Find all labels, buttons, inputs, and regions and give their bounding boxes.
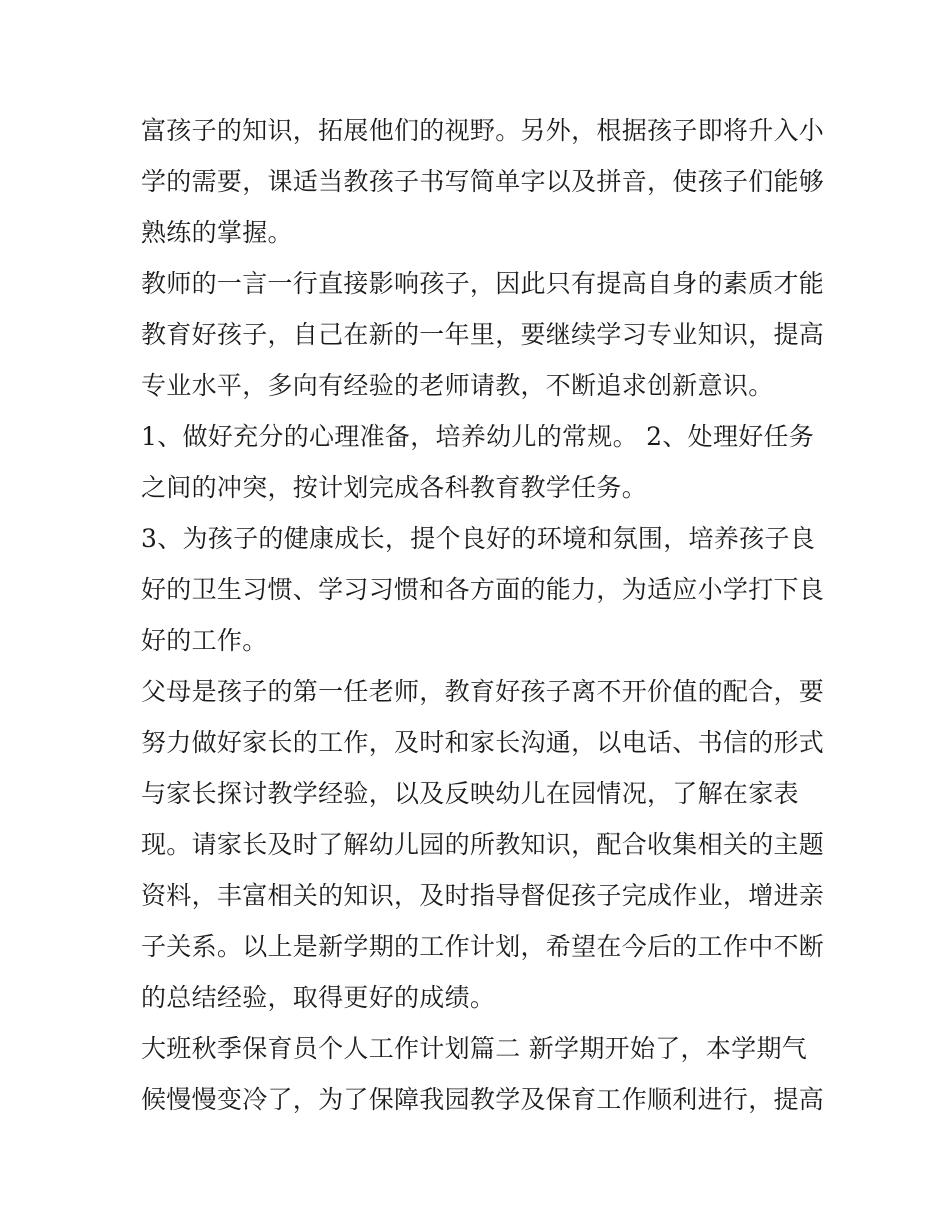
text-line: 候慢慢变冷了，为了保障我园教学及保育工作顺利进行，提高	[141, 1085, 825, 1114]
text-line: 资料，丰富相关的知识，及时指导督促孩子完成作业，增进亲	[141, 881, 825, 910]
text-line: 富孩子的知识，拓展他们的视野。另外，根据孩子即将升入小	[141, 116, 825, 145]
text-line: 教师的一言一行直接影响孩子，因此只有提高自身的素质才能	[141, 269, 825, 298]
text-line: 子关系。以上是新学期的工作计划，希望在今后的工作中不断	[141, 932, 825, 961]
text-line: 3、为孩子的健康成长，提个良好的环境和氛围，培养孩子良	[141, 524, 816, 553]
text-line: 好的卫生习惯、学习习惯和各方面的能力，为适应小学打下良	[141, 575, 825, 604]
text-line: 1、做好充分的心理准备，培养幼儿的常规。 2、处理好任务	[141, 422, 815, 451]
text-line: 大班秋季保育员个人工作计划篇二 新学期开始了，本学期气	[141, 1034, 808, 1063]
text-line: 努力做好家长的工作，及时和家长沟通，以电话、书信的形式	[141, 728, 825, 757]
text-line: 熟练的掌握。	[141, 218, 293, 247]
text-line: 之间的冲突，按计划完成各科教育教学任务。	[141, 473, 648, 502]
text-line: 学的需要，课适当教孩子书写简单字以及拼音，使孩子们能够	[141, 167, 825, 196]
text-line: 父母是孩子的第一任老师，教育好孩子离不开价值的配合，要	[141, 677, 825, 706]
text-line: 好的工作。	[141, 626, 268, 655]
text-line: 专业水平，多向有经验的老师请教，不断追求创新意识。	[141, 371, 774, 400]
text-line: 与家长探讨教学经验，以及反映幼儿在园情况，了解在家表	[141, 779, 799, 808]
document-body	[141, 105, 825, 1125]
text-line: 现。请家长及时了解幼儿园的所教知识，配合收集相关的主题	[141, 830, 825, 859]
text-line: 的总结经验，取得更好的成绩。	[141, 983, 496, 1012]
text-line: 教育好孩子，自己在新的一年里，要继续学习专业知识，提高	[141, 320, 825, 349]
